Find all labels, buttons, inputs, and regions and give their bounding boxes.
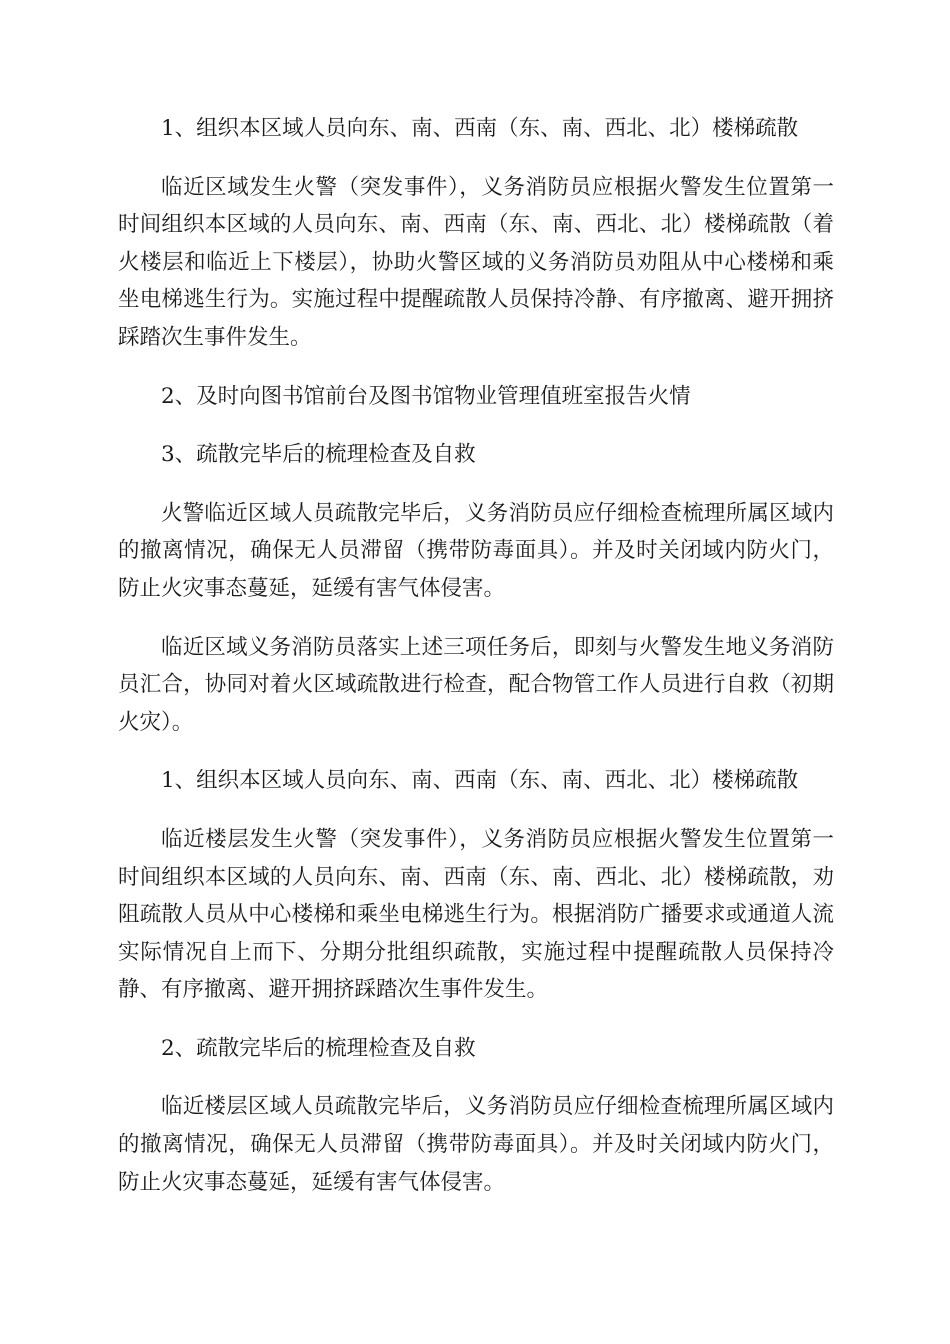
paragraph-join-firefighters: 临近区域义务消防员落实上述三项任务后，即刻与火警发生地义务消防员汇合，协同对着火区域疏散进行检查，配合物管工作人员进行自救（初期火灾）。 bbox=[118, 634, 834, 735]
list-item-stairway-evacuation: 1、组织本区域人员向东、南、西南（东、南、西北、北）楼梯疏散 bbox=[161, 116, 799, 141]
paragraph-area-inspection: 火警临近区域人员疏散完毕后，义务消防员应仔细检查梳理所属区域内的撤离情况，确保无人员滞留（携带防毒面具）。并及时关闭域内防火门，防止火灾事态蔓延，延缓有害气体侵害。 bbox=[118, 500, 834, 601]
document-page bbox=[118, 0, 834, 1222]
list-item-report-fire: 2、及时向图书馆前台及图书馆物业管理值班室报告火情 bbox=[161, 383, 691, 409]
paragraph-adjacent-area-fire: 临近区域发生火警（突发事件），义务消防员应根据火警发生位置第一时间组织本区域的人员向东、南、西南（东、南、西北、北）楼梯疏散（着火楼层和临近上下楼层），协助火警区域的义务消防员劝阻从中心楼梯和乘坐电梯逃生行为。实施过程中提醒疏散人员保持冷静、有序撤离、避开拥挤踩踏次生事件发生。 bbox=[118, 174, 834, 350]
list-item-stairway-evacuation-floor: 1、组织本区域人员向东、南、西南（东、南、西北、北）楼梯疏散 bbox=[161, 768, 799, 794]
paragraph-floor-inspection: 临近楼层区域人员疏散完毕后，义务消防员应仔细检查梳理所属区域内的撤离情况，确保无人员滞留（携带防毒面具）。并及时关闭域内防火门，防止火灾事态蔓延，延缓有害气体侵害。 bbox=[118, 1094, 834, 1195]
paragraph-adjacent-floor-fire: 临近楼层发生火警（突发事件），义务消防员应根据火警发生位置第一时间组织本区域的人员向东、南、西南（东、南、西北、北）楼梯疏散，劝阻疏散人员从中心楼梯和乘坐电梯逃生行为。根据消防广播要求或通道人流实际情况自上而下、分期分批组织疏散，实施过程中提醒疏散人员保持冷静、有序撤离、避开拥挤踩踏次生事件发生。 bbox=[118, 826, 834, 1003]
list-item-post-evacuation-check-floor: 2、疏散完毕后的梳理检查及自救 bbox=[161, 1035, 476, 1061]
list-item-post-evacuation-check: 3、疏散完毕后的梳理检查及自救 bbox=[161, 442, 476, 468]
